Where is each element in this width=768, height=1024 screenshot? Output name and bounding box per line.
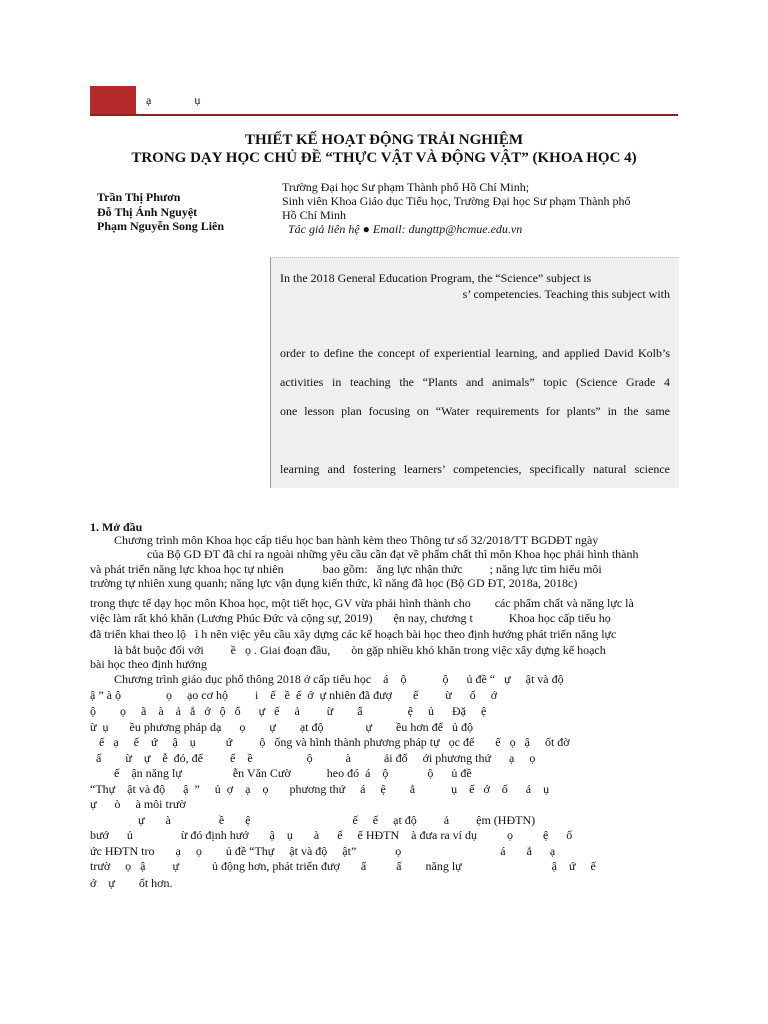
body-text-line: bài học theo định hướng [90,657,207,671]
body-text-line: ừ ụ ều phương pháp dạ ọ ự ạt độ ự ều hơn để ủ độ [90,720,473,734]
body-text-line: trường tự nhiên xung quanh; năng lực vận dụng kiến thức, kĩ năng đã học (Bộ GD ĐT, 2018a, 2018c) [90,576,578,590]
body-text-line: Chương trình giáo dục phổ thông 2018 ở cấp tiểu học á ộ ộ ủ đề “ ự ật và độ [90,672,564,686]
running-header [90,86,678,116]
abstract-line: activities in teaching the “Plants and animals” topic (Science Grade 4 [280,375,670,389]
body-text-line: ế ạ ế ứ ậ ụ ứ ộ ống và hình thành phương pháp tự ọc để ế ọ ậ ốt đờ [90,735,570,749]
abstract-line: order to define the concept of experiential learning, and applied David Kolb’s [280,346,670,360]
running-header-text: ạ ụ [146,93,202,107]
affiliation-line: Sinh viên Khoa Giáo dục Tiểu học, Trường Đại học Sư phạm Thành phố [282,194,631,208]
body-text-line: và phát triển năng lực khoa học tự nhiên bao gồm: ăng lực nhận thức ; năng lực tìm hiểu môi [90,562,602,576]
body-text-line: “Thự ật và độ ậ ” ủ ợ ạ ọ phương thứ á ệ ẳ ụ ế ớ ố á ụ [90,782,550,796]
header-color-block [90,86,136,114]
body-text-line: ự ò à môi trườ [90,797,186,811]
affiliation-line: Hồ Chí Minh [282,208,347,222]
body-text-line: là bắt buộc đối với ề ọ . Giai đoạn đầu, òn gặp nhiều khó khăn trong việc xây dựng kế hoạch [90,643,606,657]
body-text-line: ộ ọ ã à ả ắ ớ ộ ổ ự ế ả ừ ẩ ệ ủ Đặ ệ [90,704,487,718]
affiliations [282,180,677,236]
body-text-line: ậ ” à ộ ọ ạo cơ hộ i ế ề ế ớ ự nhiên đã đượ ế ừ ổ ớ [90,688,498,702]
abstract-line: one lesson plan focusing on “Water requirements for plants” in the same [280,404,670,418]
body-text-line: ế ận năng lự ễn Văn Cườ heo đó á ộ ộ ủ đề [90,766,472,780]
author-name: Phạm Nguyễn Song Liên [97,219,225,233]
abstract-line: In the 2018 General Education Program, the “Science” subject is [280,271,592,285]
section-heading: 1. Mở đầu [90,520,143,534]
body-text-line: ức HĐTN tro ạ ọ ủ đề “Thự ật và độ ật” ọ á ẳ ạ [90,844,556,858]
contact-email: Tác giả liên hệ ● Email: dungttp@hcmue.edu.vn [288,222,523,236]
body-text-line: việc làm rất khó khăn (Lương Phúc Đức và cộng sự, 2019) ện nay, chương t Khoa học cấp tiểu họ [90,611,611,625]
body-text-line: đã triển khai theo lộ ì h nên việc yêu cầu xây dựng các kế hoạch bài học theo định hướng phát triển năng lực [90,627,617,641]
body-text-line: trườ ọ ậ ự ủ động hơn, phát triển đượ ẩ ấ năng lự ậ ứ ế [90,859,596,873]
body-text-line: ớ ự ốt hơn. [90,876,173,890]
author-list [97,190,224,234]
body-text-line: Chương trình môn Khoa học cấp tiểu học ban hành kèm theo Thông tư số 32/2018/TT BGDĐT ngày [90,533,599,547]
body-text-line: ự à ề ệ ế ế ạt độ ả ệm (HĐTN) [90,813,536,827]
body-text-line: trong thực tế dạy học môn Khoa học, một tiết học, GV vừa phải hình thành cho các phẩm chất và năng lực là [90,596,634,610]
author-name: Trần Thị Phươn [97,190,181,204]
abstract-line: s’ competencies. Teaching this subject with [462,287,670,301]
title-line-1: THIẾT KẾ HOẠT ĐỘNG TRẢI NGHIỆM [245,132,523,148]
article-title [90,131,678,167]
body-text-line: ấ ừ ự ễ đó, để ế ề ộ à ải đổ ới phương thứ ạ ọ [90,751,536,765]
author-name: Đỗ Thị Ánh Nguyệt [97,204,198,219]
affiliation-line: Trường Đại học Sư phạm Thành phố Hồ Chí Minh; [282,180,530,194]
title-line-2: TRONG DẠY HỌC CHỦ ĐỀ “THỰC VẬT VÀ ĐỘNG VẬT” (KHOA HỌC 4) [131,150,637,166]
body-text-line: của Bộ GD ĐT đã chỉ ra ngoài những yêu cầu cần đạt về phẩm chất thì môn Khoa học phải hình thành [90,547,639,561]
body-text-line: bướ ủ ừ đó định hướ ậ ụ à ế ế HĐTN à đưa ra ví dụ ọ ệ ổ [90,828,573,842]
abstract-line: learning and fostering learners’ competencies, specifically natural science [280,462,670,476]
